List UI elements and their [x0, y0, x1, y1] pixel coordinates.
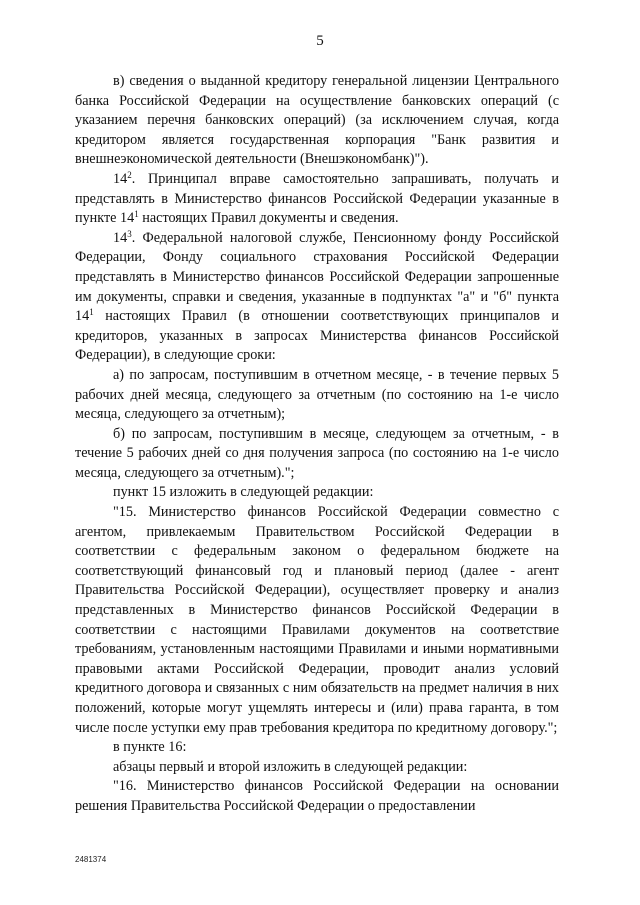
paragraph-subpoint-a: а) по запросам, поступившим в отчетном месяце, - в течение первых 5 рабочих дней месяца, следующего за отчетным (по состоянию на 1-е число месяца, следующего за отчетным);	[75, 366, 559, 423]
paragraph-subpoint-v: в) сведения о выданной кредитору генеральной лицензии Центрального банка Российской Федерации на осуществление банковских операций (с указанием перечня банковских операций) (за исключением случая, когда кредитором является государственная корпорация "Банк развития и внешнеэкономической деятельности (Внешэкономбанк)").	[75, 73, 559, 168]
clause-superscript: 3	[127, 228, 132, 239]
paragraph-subpoint-b: б) по запросам, поступившим в месяце, следующем за отчетным, - в течение 5 рабочих дней со дня получения запроса (по состоянию на 1-е число месяца, следующего за отчетным).";	[75, 425, 559, 481]
paragraph-14-3	[75, 229, 559, 366]
clause-text: . Федеральной налоговой службе, Пенсионному фонду Российской Федерации, Фонду социального страхования Российской Федерации представлять в Министерство финансов Российской Федерации запрошенные им документы, справки и сведения, указанные в подпунктах "а" и "б" пункта 14	[75, 229, 559, 325]
paragraph-15-intro: пункт 15 изложить в следующей редакции:	[113, 484, 374, 501]
clause-number: 14	[113, 229, 128, 246]
paragraph-14-2	[75, 170, 559, 229]
clause-text-end: настоящих Правил (в отношении соответствующих принципалов и кредиторов, указанных в запросах Министерства финансов Российской Федерации), в следующие сроки:	[75, 308, 559, 364]
clause-number: 14	[113, 170, 128, 187]
paragraph-16-intro: в пункте 16:	[113, 739, 187, 756]
document-code: 2481374	[75, 855, 107, 864]
paragraph-15: "15. Министерство финансов Российской Федерации совместно с агентом, привлекаемым Правительством Российской Федерации в соответствии с федеральным законом о федеральном бюджете на соответствующий финансовый год и плановый период (далее - агент Правительства Российской Федерации), осуществляет проверку и анализ представленных в Министерство финансов Российской Федерации в соответствии с настоящими Правилами документов на соответствие требованиям, установленным настоящими Правилами и иными нормативными правовыми актами Российской Федерации, проводит анализ условий кредитного договора и связанных с ним обязательств на предмет наличия в них положений, которые могут ущемлять интересы и (или) права гаранта, в том числе после уступки ему прав требования кредитора по кредитному договору.";	[75, 504, 559, 736]
clause-text-end: настоящих Правил документы и сведения.	[138, 210, 399, 227]
document-body	[75, 72, 559, 817]
reference-superscript: 1	[89, 307, 94, 318]
paragraph-16-abz: абзацы первый и второй изложить в следующей редакции:	[113, 758, 468, 775]
clause-superscript: 2	[127, 169, 132, 180]
clause-text: . Принципал вправе самостоятельно запрашивать, получать и представлять в Министерство финансов Российской Федерации указанные в пункте 14	[75, 170, 559, 227]
reference-superscript: 1	[134, 209, 139, 220]
paragraph-16: "16. Министерство финансов Российской Федерации на основании решения Правительства Российской Федерации о предоставлении	[75, 778, 559, 814]
page-number: 5	[316, 33, 324, 49]
